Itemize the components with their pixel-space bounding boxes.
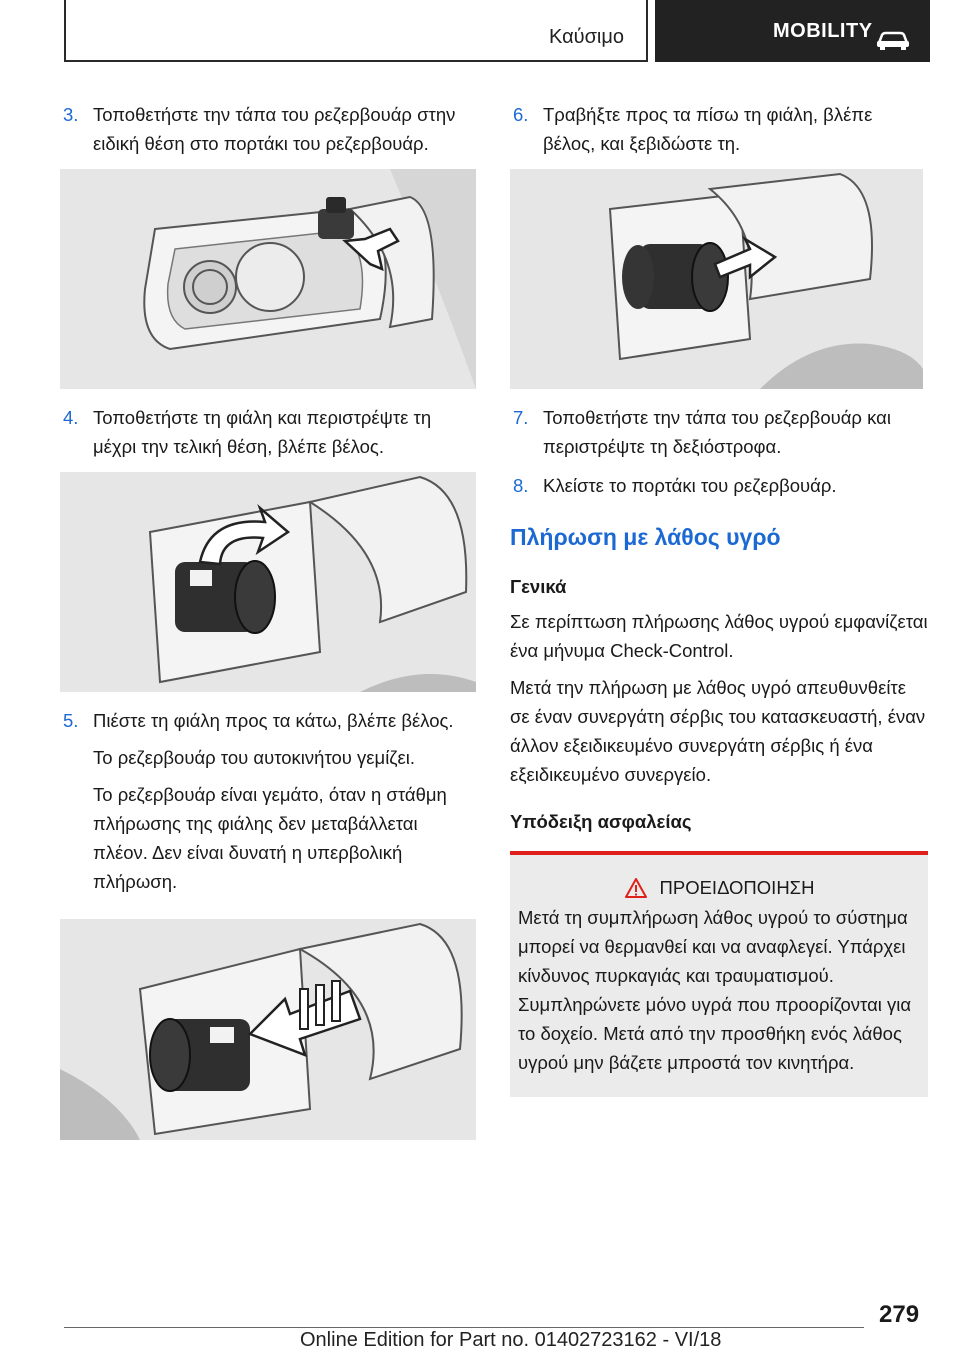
step-5: [60, 706, 476, 735]
subheading-general: Γενικά: [510, 576, 567, 597]
section-heading: Πλήρωση με λάθος υγρό: [510, 524, 781, 550]
step-8: [510, 471, 928, 500]
step-number: 5.: [63, 710, 79, 731]
page-number: 279: [879, 1301, 920, 1328]
step-number: 7.: [513, 407, 529, 428]
step-number: 3.: [63, 104, 79, 125]
footer-divider: [64, 1327, 864, 1328]
fuel-door-illustration: [60, 169, 476, 389]
bottle-rotate-illustration: [60, 472, 476, 692]
bottle-remove-illustration: [510, 169, 923, 389]
edition-footer: Online Edition for Part no. 01402723162 - VI/18: [300, 1329, 722, 1351]
car-icon: [876, 30, 910, 50]
step-text: Τοποθετήστε την τάπα του ρεζερβουάρ και περιστρέψτε τη δεξιόστροφα.: [543, 407, 891, 457]
step-text: Πιέστε τη φιάλη προς τα κάτω, βλέπε βέλος.: [93, 710, 454, 731]
brand-tab: [655, 0, 930, 62]
step-number: 8.: [513, 475, 529, 496]
section-title: Καύσιμο: [548, 26, 624, 48]
step-text: Τοποθετήστε τη φιάλη και περιστρέψτε τη μέχρι την τελική θέση, βλέπε βέλος.: [93, 407, 432, 457]
step-text: Κλείστε το πορτάκι του ρεζερβουάρ.: [543, 475, 837, 496]
warning-title: ΠΡΟΕΙΔΟΠΟΙΗΣΗ: [659, 877, 815, 898]
step-number: 4.: [63, 407, 79, 428]
warning-triangle-icon: [624, 877, 648, 899]
section-tab: [64, 0, 648, 62]
brand-label: MOBILITY: [773, 19, 873, 42]
general-paragraph-1: Σε περίπτωση πλήρωσης λάθος υγρού εμφανίζεται ένα μήνυμα Check-Control.: [510, 611, 928, 661]
subheading-safety: Υπόδειξη ασφαλείας: [510, 811, 692, 832]
left-column: [60, 100, 476, 1140]
bottle-press-illustration: [60, 919, 476, 1140]
figure-bottle-press: [60, 919, 476, 1140]
figure-bottle-remove: [510, 169, 923, 389]
step-5-note-1: Το ρεζερβουάρ του αυτοκινήτου γεμίζει.: [93, 747, 415, 768]
step-text: Τοποθετήστε την τάπα του ρεζερβουάρ στην ειδική θέση στο πορτάκι του ρεζερβουάρ.: [93, 104, 456, 154]
page-header: [0, 0, 960, 66]
figure-bottle-rotate: [60, 472, 476, 692]
step-3: [60, 100, 476, 158]
step-4: [60, 403, 476, 461]
right-column: [510, 100, 928, 1097]
step-6: [510, 100, 928, 158]
general-paragraph-2: Μετά την πλήρωση με λάθος υγρό απευθυνθείτε σε έναν συνεργάτη σέρβις του κατασκευαστή, έναν άλλον εξειδικευμένο συνεργάτη σέρβις ή ένα εξειδικευμένο συνεργείο.: [510, 677, 926, 785]
step-text: Τραβήξτε προς τα πίσω τη φιάλη, βλέπε βέλος, και ξεβιδώστε τη.: [543, 104, 873, 154]
step-7: [510, 403, 928, 461]
figure-cap-in-holder: [60, 169, 476, 389]
warning-header: [518, 877, 920, 899]
warning-box: [510, 851, 928, 1097]
step-number: 6.: [513, 104, 529, 125]
warning-text: Μετά τη συμπλήρωση λάθος υγρού το σύστημα μπορεί να θερμανθεί και να αναφλεγεί. Υπάρχει κίνδυνος πυρκαγιάς και τραυματισμού. Συμπληρώνετε μόνο υγρά που προορίζονται για το δοχείο. Μετά από την προσθήκη ενός λάθος υγρού μην βάζετε μπροστά τον κινητήρα.: [518, 907, 912, 1073]
step-5-note-2: Το ρεζερβουάρ είναι γεμάτο, όταν η στάθμη πλήρωσης της φιάλης δεν μεταβάλλεται πλέον. Δεν είναι δυνατή η υπερβολική πλήρωση.: [93, 784, 447, 892]
